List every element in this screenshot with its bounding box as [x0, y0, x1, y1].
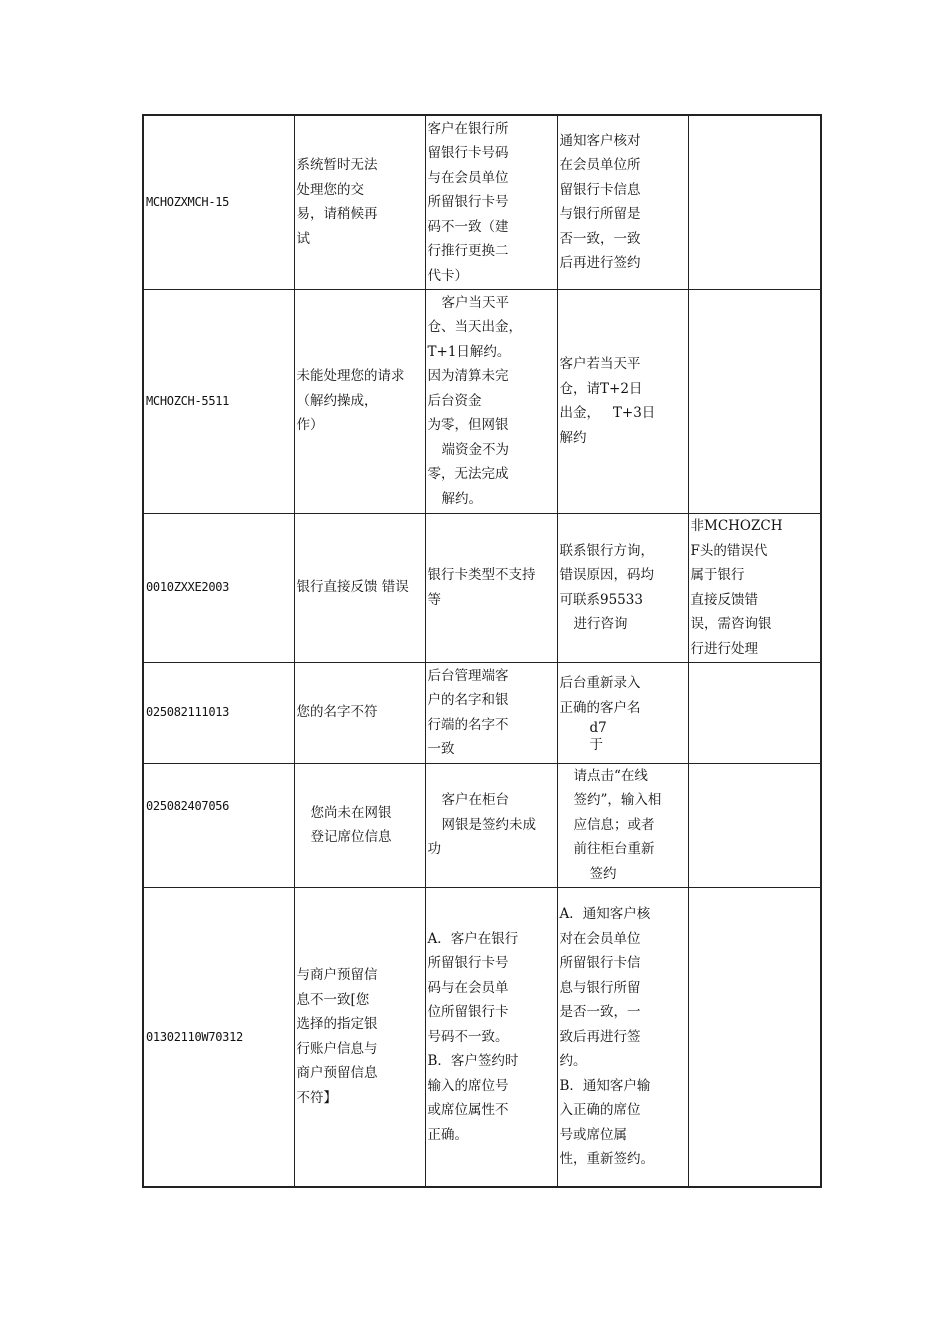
cause-line: 客户在柜台 [441, 792, 509, 809]
message-line: 易，请稍候再 [296, 206, 378, 223]
cause-cell [425, 763, 557, 887]
solution-line: 是否一致，一 [559, 1004, 641, 1020]
solution-line: 前往柜台重新 [573, 841, 655, 858]
cause-line: T+1日解约。 [427, 343, 511, 360]
solution-line: 通知客户核对 [559, 132, 641, 149]
cause-cell [425, 289, 557, 513]
solution-cell [557, 115, 688, 289]
cause-line: 正确。 [427, 1126, 468, 1143]
message-line: 商户预留信息 [296, 1065, 378, 1082]
cause-line: A．客户在银行 [427, 930, 519, 947]
solution-line: 签约”，输入相 [573, 792, 662, 809]
cause-line: 后台管理端客 [427, 667, 509, 684]
error-code: MCHOZCH-5511 [146, 393, 230, 408]
message-line: 您尚未在网银 [310, 804, 392, 821]
solution-line: B．通知客户输 [559, 1077, 651, 1094]
remark-cell [688, 763, 821, 887]
message-line: 与商户预留信 [296, 967, 378, 984]
cause-line: 等 [427, 591, 441, 608]
error-code-cell [143, 289, 294, 513]
message-line: 处理您的交 [296, 181, 364, 198]
message-line: 银行直接反馈 错误 [296, 579, 409, 596]
message-line: 登记席位信息 [310, 829, 392, 845]
cause-line: 仓、当天出金， [427, 319, 522, 336]
solution-cell [557, 763, 688, 887]
message-line: 您的名字不符 [296, 704, 378, 721]
solution-line: 留银行卡信息 [559, 181, 641, 198]
error-message-cell [294, 115, 425, 289]
error-message-cell [294, 887, 425, 1187]
table-row [143, 289, 821, 513]
message-line: （解约操成， [296, 392, 378, 409]
cause-line: 码不一致（建 [427, 218, 509, 235]
cause-line: 行推行更换二 [427, 243, 509, 259]
solution-line: 仓，请T+2日 [559, 380, 643, 397]
cause-line: 码与在会员单 [427, 979, 509, 996]
message-line: 息不一致[您 [296, 991, 370, 1008]
table-row [143, 887, 821, 1187]
remark-line: F头的错误代 [690, 542, 768, 559]
solution-cell [557, 289, 688, 513]
solution-line: 签约 [589, 865, 617, 882]
message-line: 不符】 [296, 1089, 337, 1106]
solution-line: 约。 [559, 1053, 587, 1069]
remark-cell [688, 115, 821, 289]
error-code: 025082407056 [146, 798, 230, 813]
table-row [143, 115, 821, 289]
solution-line: 请点击“在线 [573, 767, 648, 784]
solution-line: 息与银行所留 [559, 979, 641, 996]
error-code: MCHOZXMCH-15 [146, 195, 230, 209]
error-code-cell [143, 513, 294, 662]
error-code-table [142, 114, 822, 1188]
error-code-cell [143, 763, 294, 887]
remark-cell [688, 887, 821, 1187]
message-line: 试 [296, 230, 310, 247]
error-code-cell [143, 662, 294, 763]
solution-line: 解约 [559, 429, 587, 446]
cause-cell [425, 887, 557, 1187]
error-message-cell [294, 289, 425, 513]
table-row [143, 763, 821, 887]
message-line: 行账户信息与 [296, 1040, 378, 1057]
cause-line: 号码不一致。 [427, 1028, 509, 1045]
cause-line: B．客户签约时 [427, 1053, 519, 1069]
solution-line: 性，重新签约。 [559, 1151, 654, 1167]
cause-line: 网银是签约未成 [441, 816, 536, 833]
solution-line: 错误原因，码均 [559, 567, 654, 583]
error-code-cell [143, 887, 294, 1187]
cause-cell [425, 513, 557, 662]
error-message-cell [294, 763, 425, 887]
cause-line: 所留银行卡号 [427, 955, 509, 971]
solution-line: 出金， T+3日 [559, 405, 656, 421]
solution-line: 与银行所留是 [559, 206, 641, 223]
solution-line: 于 [589, 737, 603, 753]
cause-line: 位所留银行卡 [427, 1004, 509, 1020]
cause-line: 客户在银行所 [427, 120, 509, 137]
message-line: 未能处理您的请求 [296, 368, 405, 385]
remark-line: 非MCHOZCH [690, 518, 783, 534]
solution-line: 联系银行方询， [559, 542, 654, 559]
solution-line: 正确的客户名 [559, 699, 641, 716]
solution-line: d7 [589, 720, 607, 736]
cause-line: 解约。 [441, 490, 482, 507]
cause-line: 客户当天平 [441, 294, 509, 311]
solution-line: 客户若当天平 [559, 356, 641, 372]
cause-line: 后台资金 [427, 392, 482, 409]
solution-line: 否一致，一致 [559, 230, 641, 247]
solution-cell [557, 887, 688, 1187]
cause-line: 银行卡类型不支持 [427, 567, 536, 583]
solution-line: 所留银行卡信 [559, 955, 641, 971]
solution-cell [557, 662, 688, 763]
solution-line: 应信息；或者 [573, 816, 655, 833]
solution-line: 进行咨询 [573, 616, 628, 632]
remark-cell [688, 513, 821, 662]
message-line: 选择的指定银 [296, 1016, 378, 1033]
cause-line: 或席位属性不 [427, 1102, 509, 1118]
cause-line: 功 [427, 841, 441, 858]
cause-line: 零，无法完成 [427, 466, 509, 483]
solution-line: 对在会员单位 [559, 930, 641, 947]
error-message-cell [294, 513, 425, 662]
remark-cell [688, 662, 821, 763]
error-code-cell [143, 115, 294, 289]
solution-line: 在会员单位所 [559, 157, 641, 174]
table-row [143, 662, 821, 763]
solution-line: 可联系95533 [559, 591, 643, 608]
cause-line: 代卡） [427, 267, 468, 284]
error-code: 025082111013 [146, 705, 230, 720]
message-line: 作） [296, 417, 324, 434]
cause-line: 留银行卡号码 [427, 145, 509, 161]
remark-line: 属于银行 [690, 567, 745, 583]
cause-line: 为零，但网银 [427, 417, 509, 434]
cause-cell [425, 115, 557, 289]
remark-cell [688, 289, 821, 513]
solution-line: 后台重新录入 [559, 675, 641, 691]
cause-cell [425, 662, 557, 763]
remark-line: 误，需咨询银 [690, 616, 772, 632]
error-code: 0010ZXXE2003 [146, 580, 230, 595]
solution-line: 入正确的席位 [559, 1102, 641, 1118]
cause-line: 户的名字和银 [427, 692, 509, 708]
solution-line: 致后再进行签 [559, 1028, 641, 1045]
solution-line: 号或席位属 [559, 1126, 627, 1143]
cause-line: 行端的名字不 [427, 716, 509, 733]
solution-cell [557, 513, 688, 662]
error-code: 01302110W70312 [146, 1029, 243, 1044]
cause-line: 一致 [427, 741, 455, 757]
cause-line: 与在会员单位 [427, 169, 509, 186]
remark-line: 直接反馈错 [690, 591, 758, 608]
error-message-cell [294, 662, 425, 763]
message-line: 系统暂时无法 [296, 157, 378, 174]
solution-line: A．通知客户核 [559, 906, 651, 922]
table-row [143, 513, 821, 662]
solution-line: 后再进行签约 [559, 255, 641, 272]
cause-line: 因为清算未完 [427, 368, 509, 385]
cause-line: 端资金不为 [441, 441, 509, 458]
remark-line: 行进行处理 [690, 640, 758, 657]
cause-line: 所留银行卡号 [427, 194, 509, 210]
cause-line: 输入的席位号 [427, 1077, 509, 1094]
